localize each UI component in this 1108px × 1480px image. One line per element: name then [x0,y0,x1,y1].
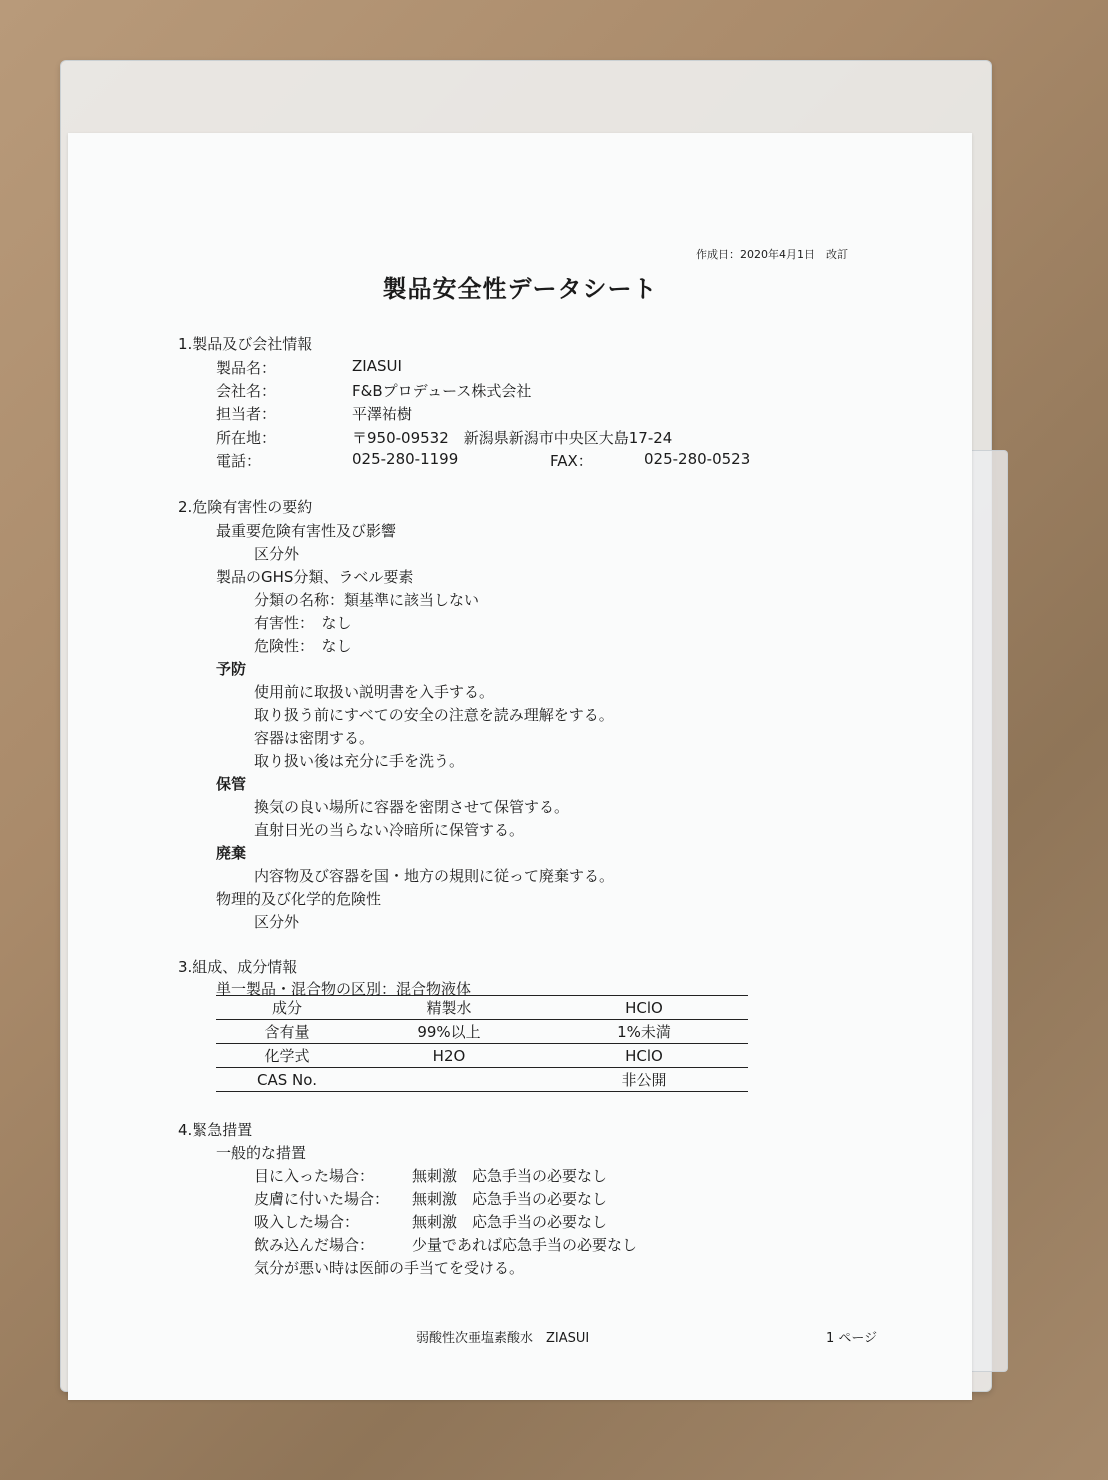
general-measures: 一般的な措置 [216,1144,307,1162]
table-cell: 成分 [216,996,358,1020]
safety-data-sheet-page [68,133,972,1400]
skin-contact-value: 無刺激 応急手当の必要なし [412,1190,608,1208]
classification-name: 分類の名称：類基準に該当しない [254,591,480,609]
table-cell: CAS No. [216,1068,358,1092]
fax-value: 025-280-0523 [644,450,751,468]
section3-heading: 3.組成、成分情報 [178,958,298,976]
storage-1: 換気の良い場所に容器を密閉させて保管する。 [254,798,570,816]
table-cell: 1%未満 [540,1020,748,1044]
table-cell: 非公開 [540,1068,748,1092]
disposal-label: 廃棄 [216,844,247,862]
table-row [216,1044,748,1068]
table-row [216,1068,748,1092]
document-title: 製品安全性データシート [382,275,658,303]
prevention-label: 予防 [216,660,247,678]
prevention-1: 使用前に取扱い説明書を入手する。 [254,683,495,701]
storage-label: 保管 [216,775,247,793]
storage-2: 直射日光の当らない冷暗所に保管する。 [254,821,525,839]
company-label: 会社名： [216,382,277,400]
table-row [216,1020,748,1044]
eye-contact-label: 目に入った場合： [254,1167,375,1185]
prevention-2: 取り扱う前にすべての安全の注意を読み理解をする。 [254,706,614,724]
hazard-summary: 最重要危険有害性及び影響 [216,522,397,540]
address-label: 所在地： [216,429,277,447]
composition-table [216,995,748,1092]
toxicity: 有害性： なし [254,614,352,632]
table-cell: H2O [358,1044,540,1068]
inhalation-value: 無刺激 応急手当の必要なし [412,1213,608,1231]
table-cell: 化学式 [216,1044,358,1068]
ingestion-value: 少量であれば応急手当の必要なし [412,1236,638,1254]
danger: 危険性： なし [254,637,352,655]
ghs-label: 製品のGHS分類、ラベル要素 [216,568,414,586]
section2-heading: 2.危険有害性の要約 [178,498,313,516]
footer-product: 弱酸性次亜塩素酸水 ZIASUI [416,1331,590,1346]
mixture-classification: 単一製品・混合物の区別：混合物液体 [216,980,472,998]
prevention-4: 取り扱い後は充分に手を洗う。 [254,752,465,770]
table-cell [358,1068,540,1092]
inhalation-label: 吸入した場合： [254,1213,360,1231]
fax-label: FAX： [550,452,593,470]
product-name-value: ZIASUI [352,357,402,375]
contact-value: 平澤祐樹 [352,405,413,423]
table-cell: 精製水 [358,996,540,1020]
feeling-unwell: 気分が悪い時は医師の手当てを受ける。 [254,1259,525,1277]
creation-date: 作成日：2020年4月1日 改訂 [696,248,848,261]
skin-contact-label: 皮膚に付いた場合： [254,1190,390,1208]
phone-value: 025-280-1199 [352,450,459,468]
phone-label: 電話： [216,452,262,470]
address-value: 〒950-09532 新潟県新潟市中央区大島17-24 [352,429,673,447]
table-row [216,996,748,1020]
table-cell: 含有量 [216,1020,358,1044]
section1-heading: 1.製品及び会社情報 [178,335,313,353]
contact-label: 担当者： [216,405,277,423]
disposal-1: 内容物及び容器を国・地方の規則に従って廃棄する。 [254,867,615,885]
company-value: F&Bプロデュース株式会社 [352,382,532,400]
ingestion-label: 飲み込んだ場合： [254,1236,375,1254]
hazard-class: 区分外 [254,545,300,563]
section4-heading: 4.緊急措置 [178,1121,253,1139]
table-cell: HClO [540,996,748,1020]
physical-hazard-label: 物理的及び化学的危険性 [216,890,382,908]
product-name-label: 製品名： [216,359,277,377]
eye-contact-value: 無刺激 応急手当の必要なし [412,1167,608,1185]
page-number: 1 ページ [826,1331,878,1346]
prevention-3: 容器は密閉する。 [254,729,375,747]
table-cell: 99%以上 [358,1020,540,1044]
table-cell: HClO [540,1044,748,1068]
physical-hazard-class: 区分外 [254,913,300,931]
